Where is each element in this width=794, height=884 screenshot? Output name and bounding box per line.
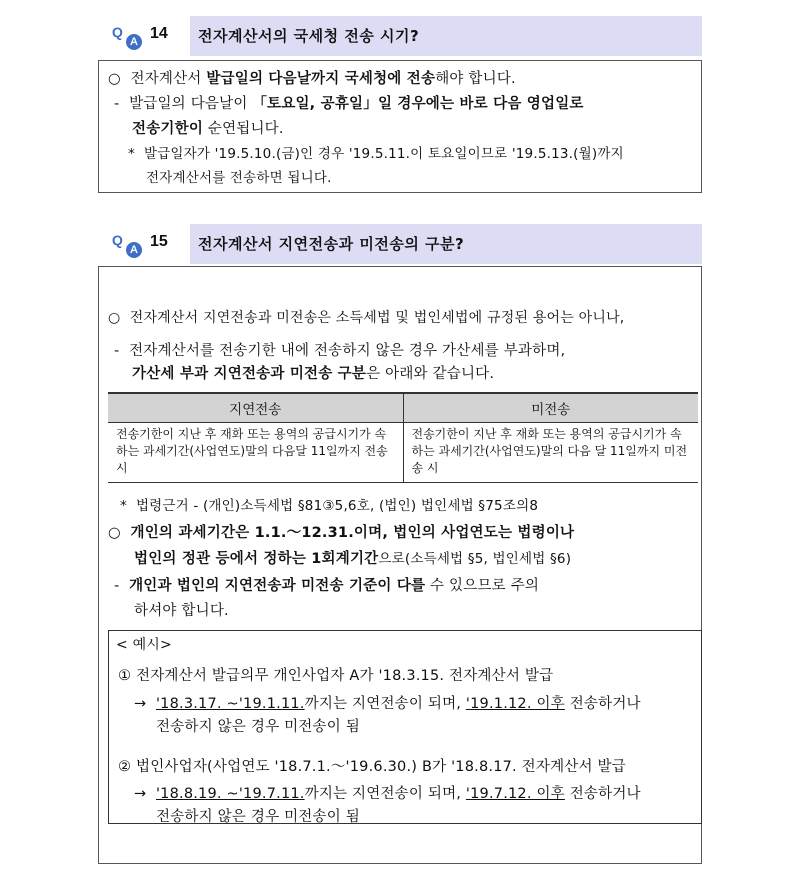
table-cell: 전송기한이 지난 후 재화 또는 용역의 공급시기가 속하는 과세기간(사업연도)말의 다음달 11일까지 전송 시 <box>108 423 403 483</box>
qa-icon: Q A <box>108 232 144 258</box>
answer-line: - 개인과 법인의 지연전송과 미전송 기준이 다를 수 있으므로 주의 <box>114 578 540 594</box>
question-title: 전자계산서의 국세청 전송 시기? <box>198 27 420 45</box>
answer-line: 전송기한이 순연됩니다. <box>132 121 284 137</box>
table-header: 미전송 <box>403 393 698 423</box>
answer-line: ○ 개인의 과세기간은 1.1.～12.31.이며, 법인의 사업연도는 법령이나 <box>108 525 575 541</box>
answer-line: ○ 전자계산서 지연전송과 미전송은 소득세법 및 법인세법에 규정된 용어는 아니나, <box>108 310 625 326</box>
question-title-bar <box>190 16 702 56</box>
qa-header-14 <box>100 16 702 56</box>
answer-line: 하셔야 합니다. <box>134 603 229 619</box>
answer-note: * 발급일자가 '19.5.10.(금)인 경우 '19.5.11.이 토요일이므로 '19.5.13.(월)까지 <box>128 146 624 162</box>
qa-icon: Q A <box>108 24 144 50</box>
example-label: < 예시> <box>116 637 172 653</box>
example-arrow-line: 전송하지 않은 경우 미전송이 됨 <box>156 809 360 825</box>
question-number: 14 <box>150 25 168 42</box>
example-arrow-line: → '18.3.17. ~'19.1.11.까지는 지연전송이 되며, '19.1.12. 이후 전송하거나 <box>134 696 641 712</box>
answer-line: 법인의 정관 등에서 정하는 1회계기간으로(소득세법 §5, 법인세법 §6) <box>134 551 572 567</box>
comparison-table <box>108 392 698 483</box>
qa-header-15 <box>100 224 702 264</box>
example-item: ② 법인사업자(사업연도 '18.7.1.～'19.6.30.) B가 '18.8.17. 전자계산서 발급 <box>118 759 626 775</box>
answer-note: 전자계산서를 전송하면 됩니다. <box>146 170 332 186</box>
answer-line: ○ 전자계산서 발급일의 다음날까지 국세청에 전송해야 합니다. <box>108 71 516 87</box>
answer-line: - 전자계산서를 전송기한 내에 전송하지 않은 경우 가산세를 부과하며, <box>114 343 566 359</box>
question-title: 전자계산서 지연전송과 미전송의 구분? <box>198 235 465 253</box>
answer-line: 가산세 부과 지연전송과 미전송 구분은 아래와 같습니다. <box>132 366 495 382</box>
table-cell: 전송기한이 지난 후 재화 또는 용역의 공급시기가 속하는 과세기간(사업연도)말의 다음 달 11일까지 미전송 시 <box>403 423 698 483</box>
law-basis-note: * 법령근거 - (개인)소득세법 §81③5,6호, (법인) 법인세법 §75조의8 <box>120 498 539 514</box>
example-arrow-line: 전송하지 않은 경우 미전송이 됨 <box>156 719 360 735</box>
example-arrow-line: → '18.8.19. ~'19.7.11.까지는 지연전송이 되며, '19.7.12. 이후 전송하거나 <box>134 786 641 802</box>
table-header: 지연전송 <box>108 393 403 423</box>
example-item: ① 전자계산서 발급의무 개인사업자 A가 '18.3.15. 전자계산서 발급 <box>118 668 554 684</box>
question-title-bar <box>190 224 702 264</box>
question-number: 15 <box>150 233 168 250</box>
answer-line: - 발급일의 다음날이 「토요일, 공휴일」일 경우에는 바로 다음 영업일로 <box>114 96 584 112</box>
